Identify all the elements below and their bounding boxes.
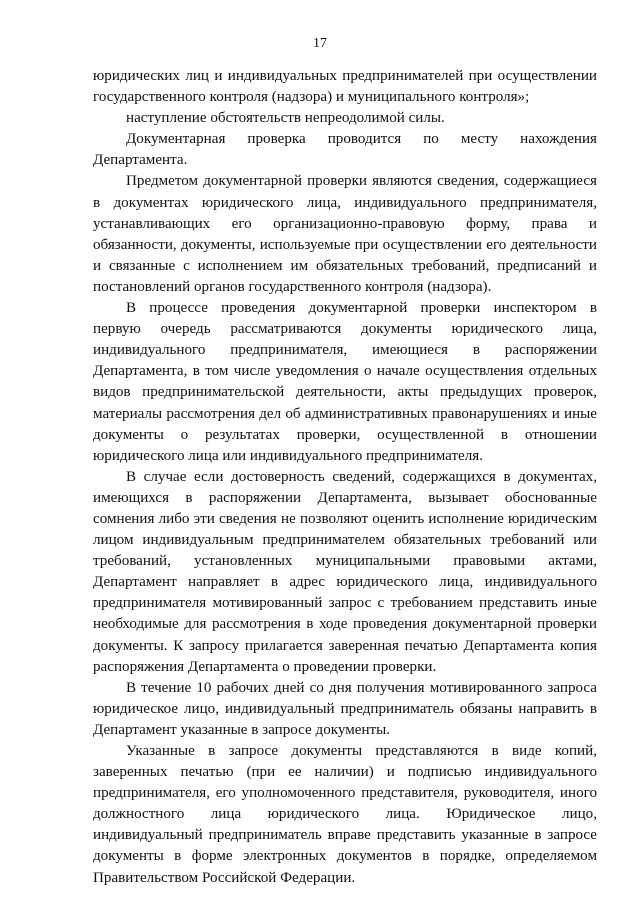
text-line: видов предпринимательской деятельности, акты предыдущих проверок,: [93, 384, 597, 401]
text-line: постановлений органов государственного контроля (надзора).: [93, 278, 492, 295]
text-line: должностного лица юридического лица. Юридическое лицо,: [93, 806, 597, 823]
text-line: наступление обстоятельств непреодолимой силы.: [126, 110, 445, 127]
text-line: индивидуальный предприниматель вправе представить указанные в запросе: [93, 827, 597, 844]
text-line: Департамента, в том числе уведомления о начале осуществления отдельных: [93, 363, 597, 380]
text-line: В течение 10 рабочих дней со дня получения мотивированного запроса: [126, 679, 597, 696]
text-line: государственного контроля (надзора) и муниципального контроля»;: [93, 89, 530, 106]
text-line: Указанные в запросе документы представляются в виде копий,: [126, 743, 597, 759]
text-line: Департамент направляет в адрес юридического лица, индивидуального: [93, 574, 597, 591]
text-line: заверенных печатью (при ее наличии) и подписью индивидуального: [93, 764, 597, 781]
text-line: документы о результатах проверки, осуществленной в отношении: [93, 426, 597, 443]
text-line: Департамента.: [93, 152, 188, 169]
text-line: документы в форме электронных документов в порядке, определяемом: [93, 848, 597, 865]
text-line: предпринимателя, его уполномоченного представителя, руководителя, иного: [93, 785, 597, 802]
text-line: предпринимателя мотивированный запрос с требованием представить иные: [93, 595, 597, 612]
text-line: Предметом документарной проверки являются сведения, содержащиеся: [126, 173, 597, 190]
text-line: требований, установленных муниципальными правовыми актами,: [93, 553, 597, 570]
text-line: индивидуального предпринимателя, имеющиеся в распоряжении: [93, 342, 597, 359]
text-line: юридическое лицо, индивидуальный предприниматель обязаны направить в: [93, 700, 597, 717]
text-line: и связанные с исполнением им обязательных требований, предписаний и: [93, 257, 597, 274]
text-line: распоряжения Департамента о проведении проверки.: [93, 658, 437, 675]
text-line: Департамент указанные в запросе документы.: [93, 721, 391, 738]
text-line: Документарная проверка проводится по месту нахождения: [126, 131, 597, 148]
text-line: необходимые для рассмотрения в ходе проведения документарной проверки: [93, 616, 597, 633]
text-line: имеющихся в распоряжении Департамента, вызывает обоснованные: [93, 489, 597, 506]
text-line: юридических лиц и индивидуальных предпринимателей при осуществлении: [93, 68, 597, 84]
text-line: первую очередь рассматриваются документы юридического лица,: [93, 321, 597, 338]
text-line: Правительством Российской Федерации.: [93, 869, 356, 886]
document-body: [93, 66, 597, 889]
text-line: В процессе проведения документарной проверки инспектором в: [126, 300, 597, 317]
page-number: 17: [313, 36, 327, 51]
text-line: устанавливающих его организационно-правовую форму, права и: [93, 215, 597, 232]
text-line: материалы рассмотрения дел об административных правонарушениях и иные: [93, 405, 597, 422]
text-line: В случае если достоверность сведений, содержащихся в документах,: [126, 468, 597, 485]
text-line: документы. К запросу прилагается заверенная печатью Департамента копия: [93, 637, 597, 654]
text-line: в документах юридического лица, индивидуального предпринимателя,: [93, 194, 597, 211]
text-line: обязанности, документы, используемые при осуществлении его деятельности: [93, 236, 597, 253]
text-line: сомнения либо эти сведения не позволяют оценить исполнение юридическим: [93, 510, 597, 527]
text-line: лицом индивидуальным предпринимателем обязательных требований или: [93, 532, 597, 549]
text-line: юридического лица или индивидуального предпринимателя.: [93, 447, 484, 464]
